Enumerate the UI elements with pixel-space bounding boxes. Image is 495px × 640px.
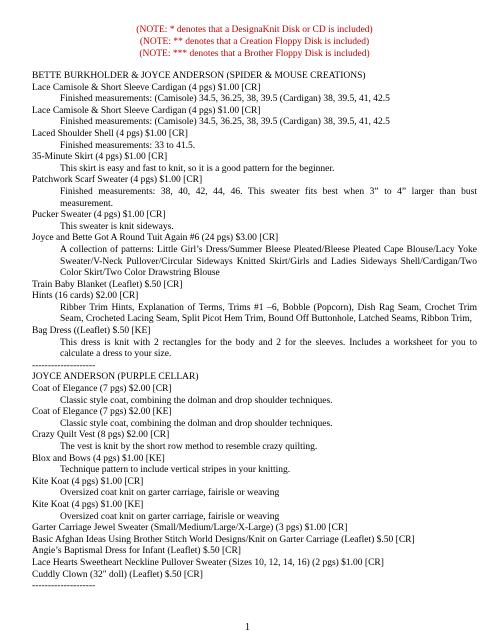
pattern-title: Kite Koat (4 pgs) $1.00 [CR] [32,476,144,487]
pattern-description: The vest is knit by the short row method to resemble crazy quilting. [60,442,318,452]
pattern-title: Pucker Sweater (4 pgs) $1.00 [CR] [32,210,166,221]
pattern-description: Finished measurements: 33 to 41.5. [60,140,196,151]
pattern-title: Coat of Elegance (7 pgs) $2.00 [CR] [32,384,172,395]
section-divider: -------------------- [32,581,96,592]
pattern-description: Ribber Trim Hints, Explanation of Terms, Trims #1 –6, Bobble (Popcorn), Dish Rag Seam, Crochet Trim Seam, Crocheted Lacing Seam, Split Picot Hem Trim, Bound Off Buttonhole, Latched Seams, Ribbon Trim, [60,302,477,325]
pattern-description: This sweater is knit sideways. [60,221,174,232]
pattern-title: Basic Afghan Ideas Using Brother Stitch World Designs/Knit on Garter Carriage (Leaflet) $.50 [CR] [32,534,415,545]
note-designaknit: (NOTE: * denotes that a DesignaKnit Disk or CD is included) [136,25,373,35]
pattern-description: Finished measurements: (Camisole) 34.5, 36.25, 38, 39.5 (Cardigan) 38, 39.5, 41, 42.5 [60,94,390,105]
pattern-description: Classic style coat, combining the dolman and drop shoulder techniques. [60,418,333,429]
note-brother: (NOTE: *** denotes that a Brother Floppy Disk is included) [139,49,370,59]
pattern-title: 35-Minute Skirt (4 pgs) $1.00 [CR] [32,152,168,163]
pattern-title: Bag Dress ((Leaflet) $.50 [KE] [32,326,151,337]
pattern-title: Kite Koat (4 pgs) $1.00 [KE] [32,499,144,510]
pattern-title: Patchwork Scarf Sweater (4 pgs) $1.00 [CR] [32,175,203,186]
pattern-list [32,71,477,593]
pattern-title: Coat of Elegance (7 pgs) $2.00 [KE] [32,407,172,418]
pattern-description: Finished measurements: 38, 40, 42, 44, 46. This sweater fits best when 3” to 4” larger than bust measurement. [60,186,477,209]
notes-block [32,24,477,60]
note-creation: (NOTE: ** denotes that a Creation Floppy Disk is included) [139,37,370,47]
pattern-title: Garter Carriage Jewel Sweater (Small/Medium/Large/X-Large) (3 pgs) $1.00 [CR] [32,523,348,534]
pattern-description: Technique pattern to include vertical stripes in your knitting. [60,465,291,476]
pattern-title: Blox and Bows (4 pgs) $1.00 [KE] [32,453,165,464]
pattern-title: Crazy Quilt Vest (8 pgs) $2.00 [CR] [32,430,170,441]
pattern-title: Angie’s Baptismal Dress for Infant (Leaflet) $.50 [CR] [32,546,241,557]
pattern-title: Hints (16 cards) $2.00 [CR] [32,291,139,302]
pattern-description: A collection of patterns: Little Girl’s Dress/Summer Bleese Pleated/Bleese Pleated Cape Blouse/Lacy Yoke Sweater/V-Neck Pullover/Circular Sideways Knitted Skirt/Girls and Ladies Sideways Shell/Cardigan/Two Color Skirt/Two Color Drawstring Blouse [60,244,477,279]
page-number: 1 [245,622,250,633]
pattern-title: Lace Camisole & Short Sleeve Cardigan (4 pgs) $1.00 [CR] [32,105,261,116]
section-heading: JOYCE ANDERSON (PURPLE CELLAR) [32,372,199,383]
section-heading: BETTE BURKHOLDER & JOYCE ANDERSON (SPIDER & MOUSE CREATIONS) [32,71,366,81]
pattern-title: Joyce and Bette Got A Round Tuit Again #6 (24 pgs) $3.00 [CR] [32,233,279,244]
pattern-title: Laced Shoulder Shell (4 pgs) $1.00 [CR] [32,128,188,139]
pattern-description: Oversized coat knit on garter carriage, fairisle or weaving [60,511,280,522]
pattern-description: This skirt is easy and fast to knit, so it is a good pattern for the beginner. [60,163,335,174]
pattern-title: Train Baby Blanket (Leaflet) $.50 [CR] [32,279,183,290]
pattern-description: Classic style coat, combining the dolman and drop shoulder techniques. [60,395,333,406]
pattern-title: Lace Camisole & Short Sleeve Cardigan (4 pgs) $1.00 [CR] [32,82,261,93]
pattern-title: Lace Hearts Sweetheart Neckline Pullover Sweater (Sizes 10, 12, 14, 16) (2 pgs) $1.00 [CR] [32,557,384,568]
section-divider: -------------------- [32,360,96,371]
pattern-description: Finished measurements: (Camisole) 34.5, 36.25, 38, 39.5 (Cardigan) 38, 39.5, 41, 42.5 [60,117,390,128]
pattern-description: Oversized coat knit on garter carriage, fairisle or weaving [60,488,280,499]
pattern-title: Cuddly Clown (32" doll) (Leaflet) $.50 [CR] [32,569,203,580]
pattern-description: This dress is knit with 2 rectangles for the body and 2 for the sleeves. Includes a worksheet for you to calculate a dress to your size. [60,337,477,360]
